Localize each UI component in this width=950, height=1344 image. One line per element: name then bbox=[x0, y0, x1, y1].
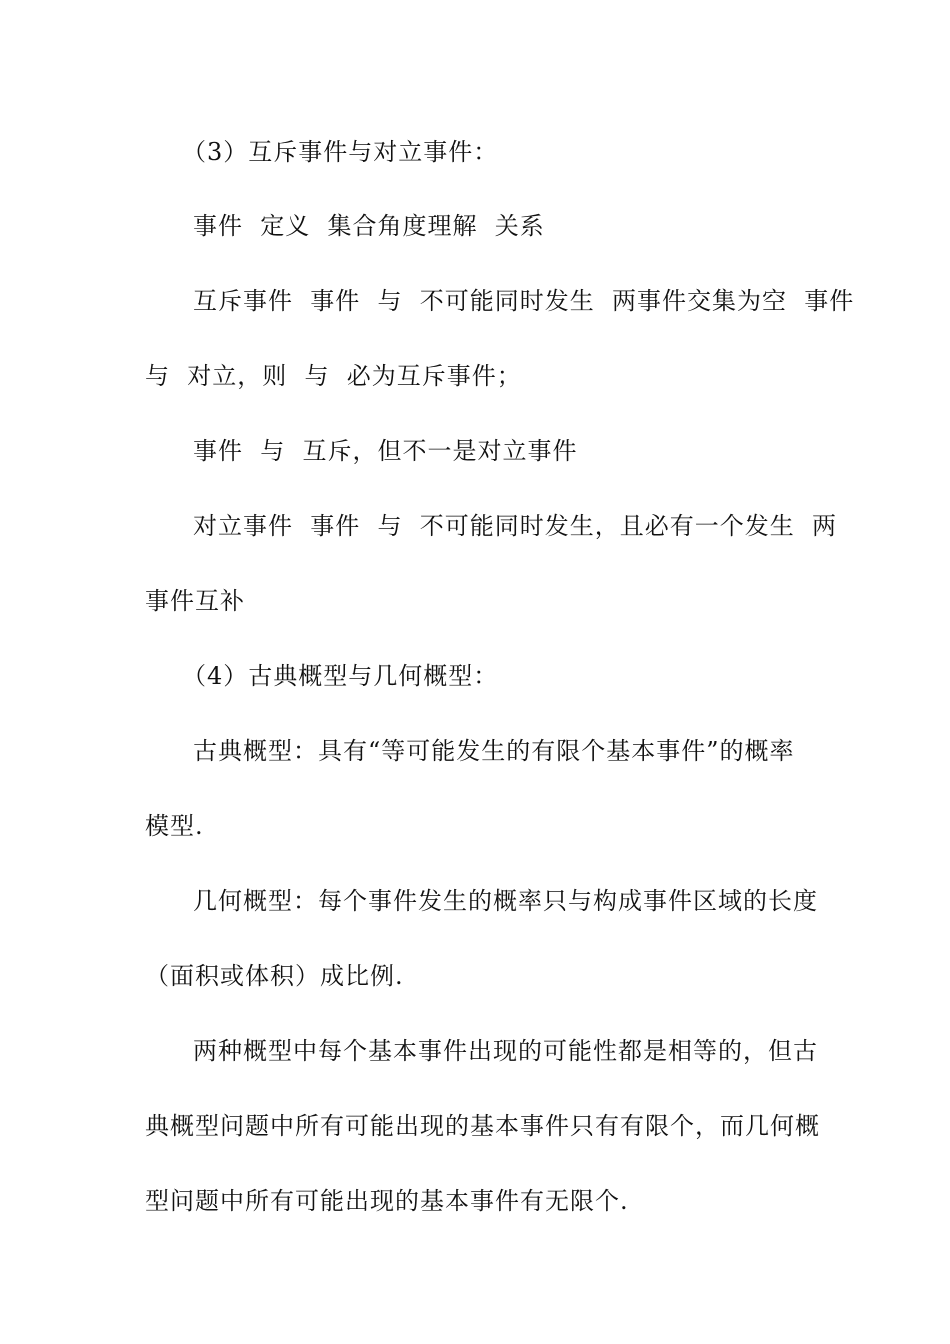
geometric-model-paragraph: 几何概型：每个事件发生的概率只与构成事件区域的长度 bbox=[193, 887, 818, 915]
comparison-paragraph-line-2: 典概型问题中所有可能出现的基本事件只有有限个，而几何概 bbox=[145, 1112, 820, 1140]
table-header-row: 事件 定义 集合角度理解 关系 bbox=[193, 212, 545, 240]
opposite-event-row-continued: 事件互补 bbox=[145, 587, 245, 615]
mutex-event-row: 互斥事件 事件 与 不可能同时发生 两事件交集为空 事件 bbox=[193, 287, 855, 315]
opposite-event-row: 对立事件 事件 与 不可能同时发生，且必有一个发生 两 bbox=[193, 512, 838, 540]
geometric-model-paragraph-continued: （面积或体积）成比例. bbox=[145, 962, 404, 990]
classical-model-paragraph-continued: 模型. bbox=[145, 812, 204, 840]
classical-model-paragraph: 古典概型：具有“等可能发生的有限个基本事件”的概率 bbox=[193, 737, 795, 765]
section-heading-mutex-opposite: （3）互斥事件与对立事件： bbox=[182, 138, 499, 166]
comparison-paragraph: 两种概型中每个基本事件出现的可能性都是相等的，但古 bbox=[193, 1037, 818, 1065]
mutex-event-note: 事件 与 互斥，但不一是对立事件 bbox=[193, 437, 578, 465]
mutex-event-row-continued: 与 对立，则 与 必为互斥事件； bbox=[145, 362, 522, 390]
comparison-paragraph-line-3: 型问题中所有可能出现的基本事件有无限个. bbox=[145, 1187, 629, 1215]
section-heading-classical-geometric: （4）古典概型与几何概型： bbox=[182, 662, 499, 690]
